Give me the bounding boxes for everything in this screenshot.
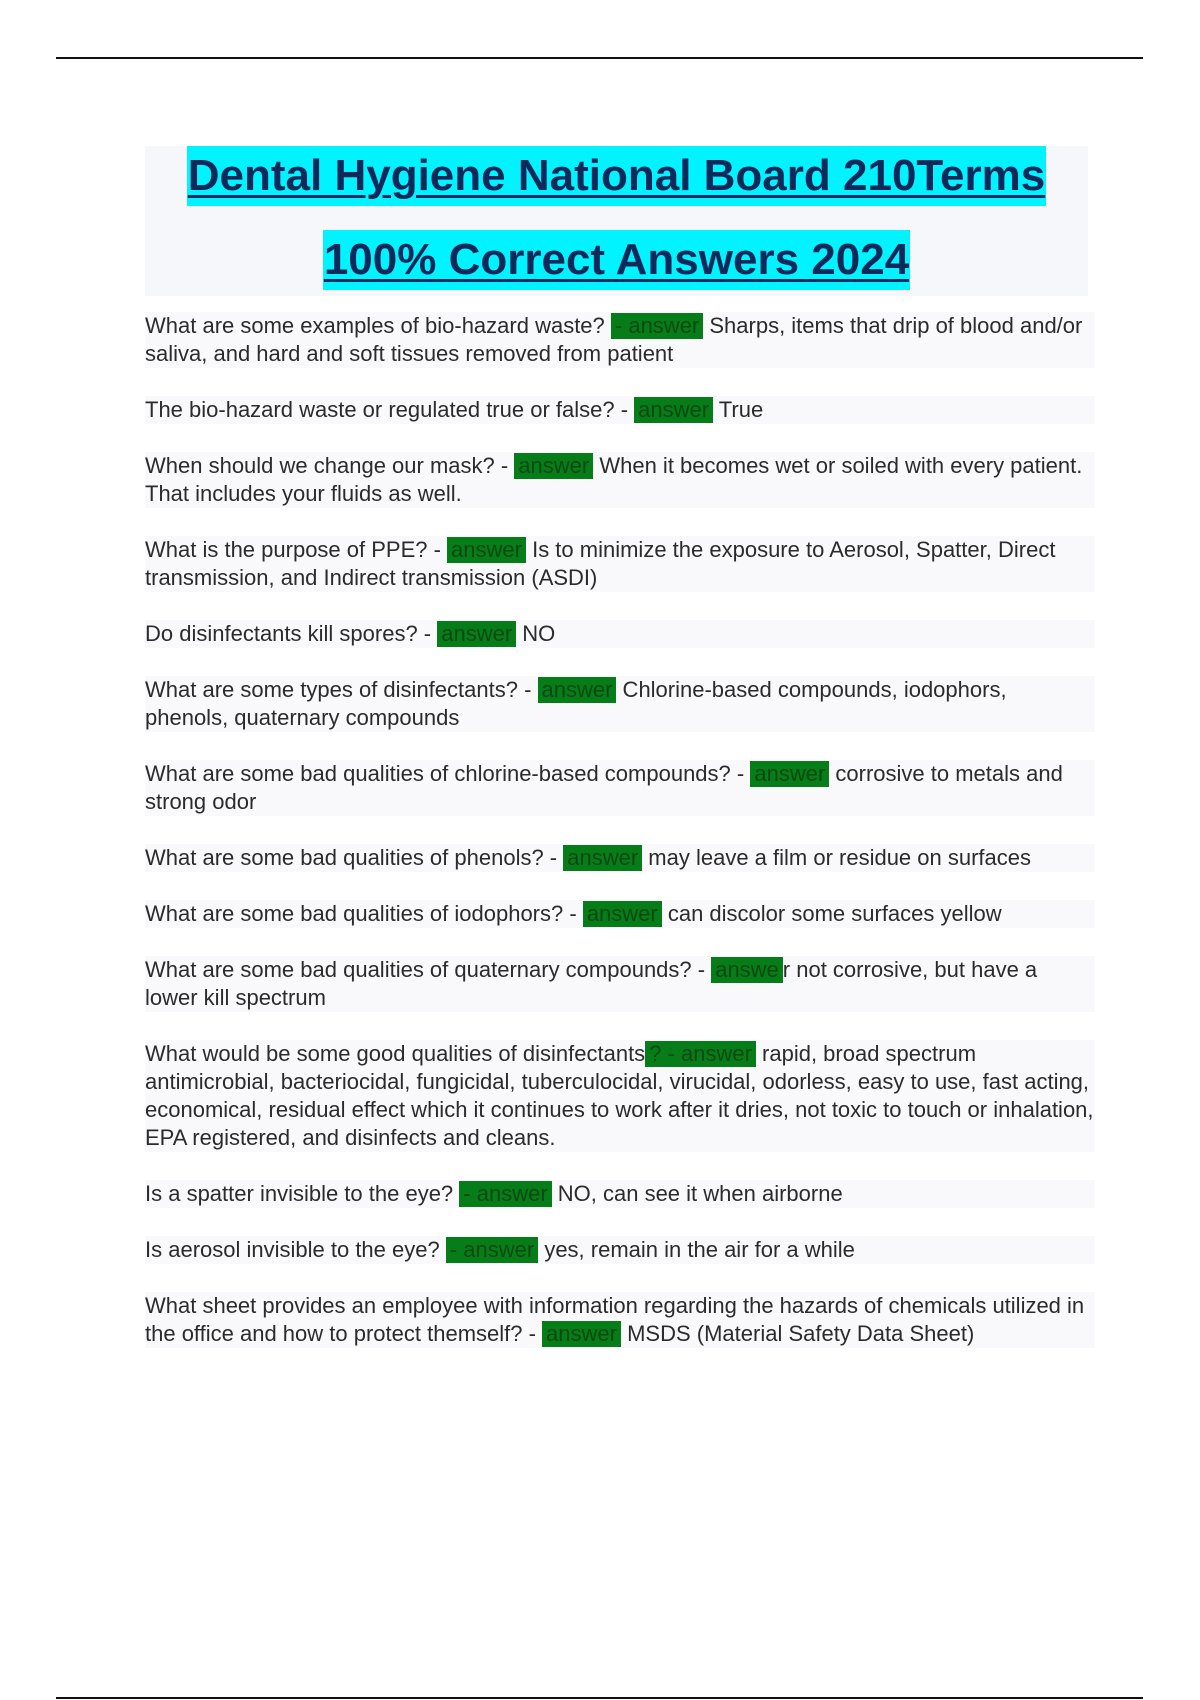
question: What are some bad qualities of chlorine-based compounds? -: [145, 761, 751, 786]
qa-item: [145, 956, 1095, 1012]
qa-item: [145, 1236, 1095, 1264]
answer: True: [713, 397, 764, 422]
question: What is the purpose of PPE? -: [145, 537, 448, 562]
answer-marker: answer: [750, 761, 829, 787]
answer-marker: answe: [711, 957, 783, 983]
qa-item: [145, 536, 1095, 592]
answer-marker: answer: [514, 453, 593, 479]
answer: r not corrosive, but have a lower kill spectrum: [145, 957, 1038, 1010]
answer-marker: answer: [634, 397, 713, 423]
answer: Sharps, items that drip of blood and/or saliva, and hard and soft tissues removed from patient: [145, 313, 1083, 366]
answer: NO: [516, 621, 556, 646]
question: What sheet provides an employee with information regarding the hazards of chemicals utilized in the office and how to protect themself? -: [145, 1293, 1085, 1346]
qa-item: [145, 1040, 1095, 1152]
answer-marker: answer: [563, 845, 642, 871]
qa-item: [145, 676, 1095, 732]
question: What are some examples of bio-hazard waste?: [145, 313, 611, 338]
answer-marker: answer: [583, 901, 662, 927]
title-line-1: Dental Hygiene National Board 210Terms: [187, 146, 1046, 206]
answer-marker: - answer: [459, 1181, 551, 1207]
answer-marker: answer: [437, 621, 516, 647]
answer: Is to minimize the exposure to Aerosol, Spatter, Direct transmission, and Indirect transmission (ASDI): [145, 537, 1056, 590]
question: What are some bad qualities of phenols? -: [145, 845, 564, 870]
top-rule: [56, 57, 1143, 59]
question: When should we change our mask? -: [145, 453, 515, 478]
qa-item: [145, 1180, 1095, 1208]
document-title: [145, 146, 1088, 296]
answer: may leave a film or residue on surfaces: [642, 845, 1032, 870]
qa-list: [145, 312, 1095, 1376]
qa-item: [145, 844, 1095, 872]
answer-marker: answer: [538, 677, 617, 703]
answer-marker: answer: [447, 537, 526, 563]
qa-item: [145, 620, 1095, 648]
qa-item: [145, 1292, 1095, 1348]
answer: corrosive to metals and strong odor: [145, 761, 1063, 814]
question: The bio-hazard waste or regulated true or false? -: [145, 397, 635, 422]
answer: NO, can see it when airborne: [551, 1181, 843, 1206]
question: What are some types of disinfectants? -: [145, 677, 538, 702]
answer: When it becomes wet or soiled with every patient. That includes your fluids as well.: [145, 453, 1083, 506]
answer-marker: answer: [542, 1321, 621, 1347]
answer: Chlorine-based compounds, iodophors, phenols, quaternary compounds: [145, 677, 1007, 730]
question: What are some bad qualities of quaternary compounds? -: [145, 957, 712, 982]
question: What would be some good qualities of disinfectants: [145, 1041, 646, 1066]
answer-marker: - answer: [611, 313, 703, 339]
qa-item: [145, 312, 1095, 368]
answer: can discolor some surfaces yellow: [661, 901, 1002, 926]
question: Is aerosol invisible to the eye?: [145, 1237, 446, 1262]
answer: yes, remain in the air for a while: [538, 1237, 855, 1262]
question: Is a spatter invisible to the eye?: [145, 1181, 460, 1206]
answer: rapid, broad spectrum antimicrobial, bacteriocidal, fungicidal, tuberculocidal, virucidal, odorless, easy to use, fast acting, economical, residual effect which it continues to work after it dries, not toxic to touch or inhalation, EPA registered, and disinfects and cleans.: [145, 1041, 1094, 1150]
answer: MSDS (Material Safety Data Sheet): [620, 1321, 975, 1346]
question: What are some bad qualities of iodophors? -: [145, 901, 583, 926]
question: Do disinfectants kill spores? -: [145, 621, 438, 646]
title-line-2: 100% Correct Answers 2024: [323, 230, 910, 290]
qa-item: [145, 760, 1095, 816]
qa-item: [145, 452, 1095, 508]
answer-marker: ? - answer: [645, 1041, 756, 1067]
qa-item: [145, 900, 1095, 928]
bottom-rule: [56, 1697, 1143, 1699]
qa-item: [145, 396, 1095, 424]
answer-marker: - answer: [446, 1237, 538, 1263]
